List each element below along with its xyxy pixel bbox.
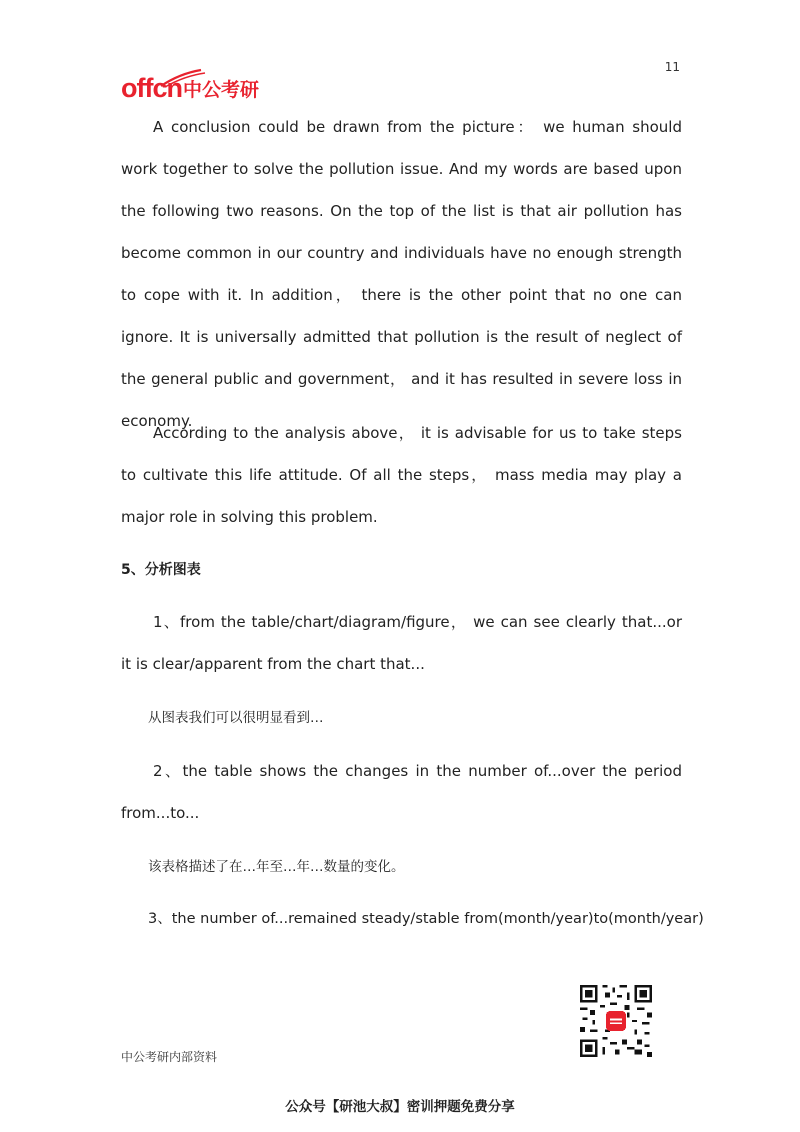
list-item-1-chinese: 从图表我们可以很明显看到… bbox=[148, 710, 324, 726]
list-item-2-english: 2、the table shows the changes in the number of...over the period from...to... bbox=[121, 762, 682, 822]
logo-english-text: offcn bbox=[121, 73, 182, 103]
qr-code-icon bbox=[580, 985, 652, 1057]
list-item-2-chinese: 该表格描述了在…年至…年…数量的变化。 bbox=[148, 859, 405, 875]
paragraph-analysis: According to the analysis above， it is advisable for us to take steps to cultivate this life attitude. Of all the steps， mass media may play a major role in solving this problem. bbox=[121, 424, 682, 526]
footer-wechat-notice: 公众号【研池大叔】密训押题免费分享 bbox=[285, 1099, 515, 1115]
list-item-1-english: 1、from the table/chart/diagram/figure， we can see clearly that...or it is clear/apparent from the chart that... bbox=[121, 613, 682, 673]
paragraph-conclusion: A conclusion could be drawn from the picture： we human should work together to solve the pollution issue. And my words are based upon the following two reasons. On the top of the list is that air pollution has become common in our country and individuals have no enough strength to cope with it. In addition， there is the other point that no one can ignore. It is universally admitted that pollution is the result of neglect of the general public and government， and it has resulted in severe loss in economy. bbox=[121, 118, 682, 430]
logo-chinese-text: 中公考研 bbox=[182, 79, 259, 101]
offcn-logo bbox=[121, 68, 259, 102]
footer-internal-material: 中公考研内部资料 bbox=[121, 1050, 218, 1064]
page-number: 11 bbox=[664, 60, 680, 74]
section-heading: 5、分析图表 bbox=[121, 562, 201, 578]
list-item-3-english: 3、the number of...remained steady/stable from(month/year)to(month/year) bbox=[148, 911, 704, 927]
